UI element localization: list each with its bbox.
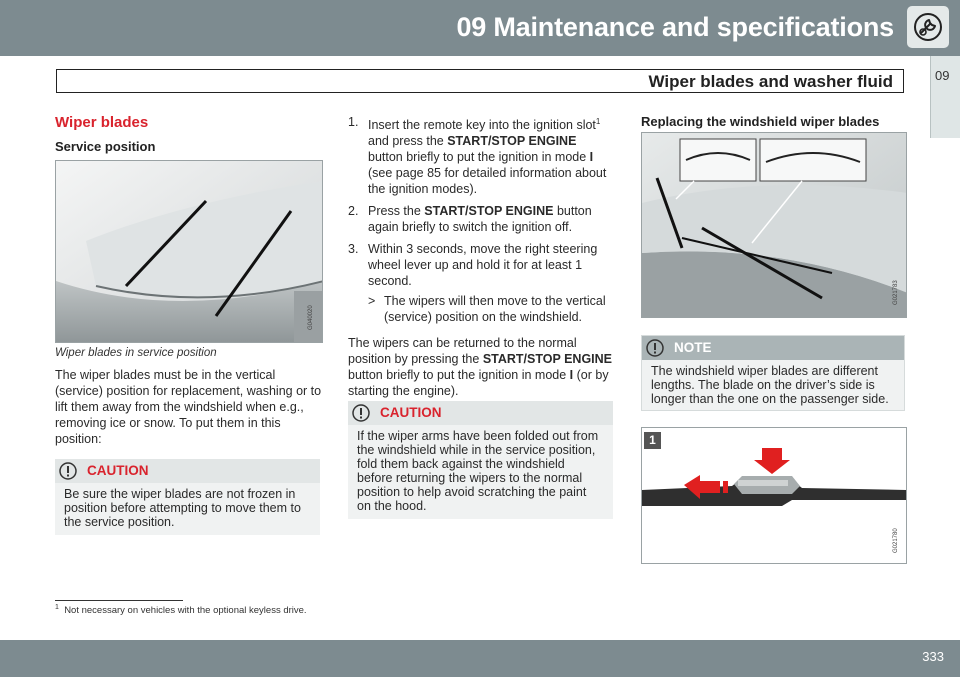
page-footer-bar [0,640,960,677]
subheading-replacing-blades: Replacing the windshield wiper blades [641,114,880,129]
replacing-blades-photo [641,132,907,318]
chapter-tab[interactable] [930,56,960,138]
step-text: Insert the remote key into the ignition slot [368,118,596,133]
ignition-mode: I [589,150,594,165]
step-text: button again briefly to switch the ignition off. [368,204,592,235]
button-name: START/STOP ENGINE [482,352,612,367]
figure-id: G021780 [893,528,899,553]
para-text: (or by starting the engine). [348,368,609,399]
step-text: Within 3 seconds, move the right steering wheel lever up and hold it for at least 1 second. [368,242,598,289]
footnote-divider [55,600,183,601]
step-number: 3. [348,242,359,257]
step-text: and press the [368,134,448,149]
footnote-ref[interactable]: 1 [595,117,601,126]
caution-label: CAUTION [380,405,442,420]
footnote [55,604,307,616]
caution-label: CAUTION [87,463,149,478]
right-column [641,114,907,129]
caution-text: If the wiper arms have been folded out from the windshield while in the service position, fold them back against the windshield before returning the wipers to the normal position to help avoid scratching the paint on the hood. [357,429,599,513]
ignition-mode: I [569,368,574,383]
page-number: 333 [922,649,944,664]
para-text: The wipers can be returned to the normal position by pressing the [348,336,577,367]
subheading-service-position: Service position [55,139,156,154]
result-arrow: > [368,294,376,309]
step-text: (see page 85 for detailed information about the ignition modes). [368,166,607,197]
wrench-gear-icon [907,6,949,48]
section-heading-wiper-blades: Wiper blades [55,114,149,131]
note-box [641,335,905,411]
figure-caption: Wiper blades in service position [55,347,217,359]
figure-id: G040020 [308,305,314,330]
button-name: START/STOP ENGINE [447,134,577,149]
blade-release-illustration [641,427,907,564]
step-number: 1. [348,115,359,129]
service-position-paragraph: The wiper blades must be in the vertical (service) position for replacement, washing or to lift them away from the windshield when e.g., removing ice or snow. To put them in this position: [55,368,322,446]
figure-id: G021783 [893,280,899,305]
button-name: START/STOP ENGINE [424,204,554,219]
step-text: Press the [368,204,425,219]
note-label: NOTE [674,340,712,355]
step-number: 2. [348,204,359,219]
chapter-tab-label: 09 [935,68,950,83]
note-text: The windshield wiper blades are different lengths. The blade on the driver’s side is longer than the one on the passenger side. [651,364,889,406]
footnote-mark: 1 [55,604,59,611]
para-text: button briefly to put the ignition in mode [348,368,570,383]
step-text: button briefly to put the ignition in mode [368,150,590,165]
result-text: The wipers will then move to the vertical (service) position on the windshield. [384,294,606,325]
note-header [642,336,904,360]
info-icon [646,339,664,357]
section-title: Wiper blades and washer fluid [648,72,893,91]
chapter-title: 09 Maintenance and specifications [456,12,894,42]
footnote-area [55,0,455,677]
caution-text: Be sure the wiper blades are not frozen in position before attempting to move them to the service position. [64,487,301,529]
footnote-text: Not necessary on vehicles with the optional keyless drive. [64,605,307,617]
figure-callout: 1 [644,432,661,449]
